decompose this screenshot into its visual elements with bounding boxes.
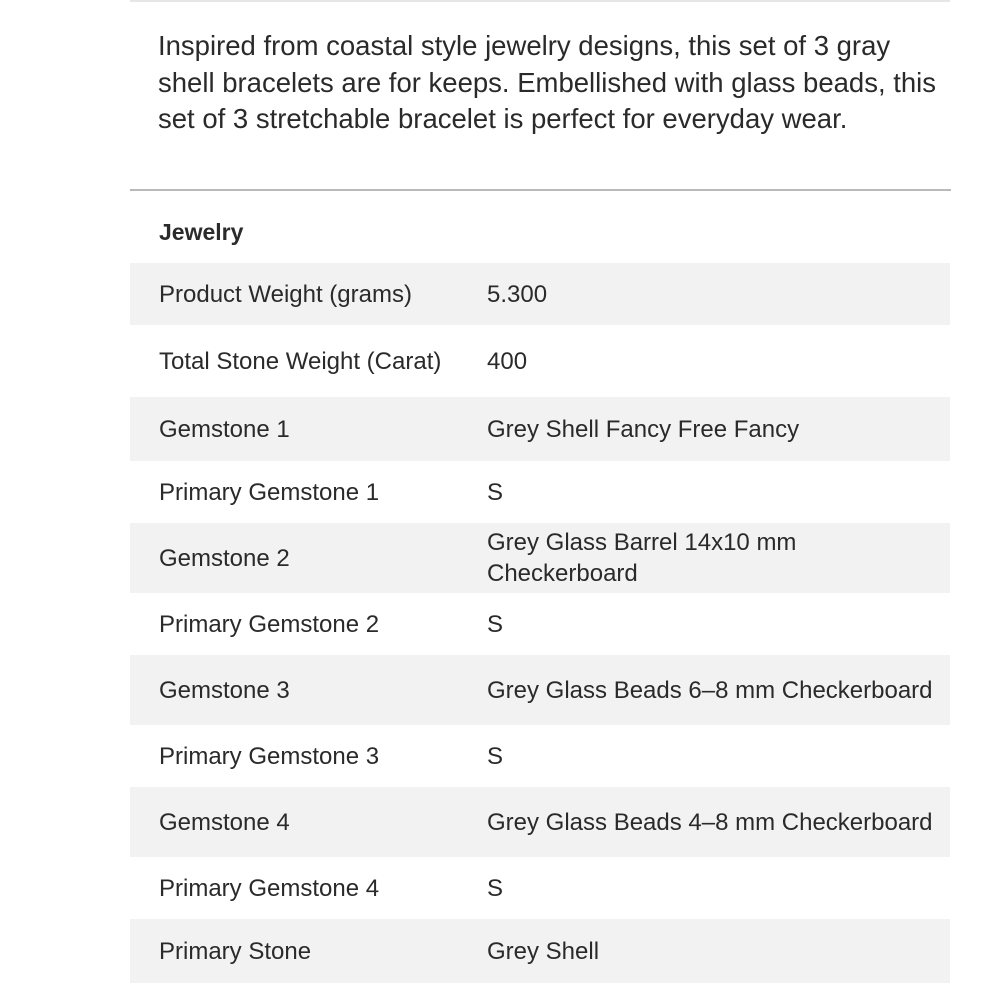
- spec-value: S: [487, 742, 504, 770]
- spec-value: S: [487, 874, 504, 902]
- spec-row-primary-gemstone-2: [130, 593, 950, 655]
- spec-label: Primary Gemstone 4: [159, 874, 380, 902]
- spec-row-primary-gemstone-1: [130, 461, 950, 523]
- section-title-jewelry: Jewelry: [159, 219, 244, 245]
- product-description: Inspired from coastal style jewelry designs, this set of 3 gray shell bracelets are for keeps. Embellished with glass beads, this set of 3 stretchable bracelet is perfect for everyday wear.: [158, 30, 937, 134]
- spec-value: S: [487, 610, 504, 638]
- spec-row-total-stone-weight: [130, 325, 950, 397]
- spec-row-gemstone-3: [130, 655, 950, 725]
- spec-value: 400: [487, 347, 528, 375]
- spec-label: Gemstone 4: [130, 787, 487, 857]
- spec-row-product-weight: [130, 263, 950, 325]
- spec-value: Grey Shell Fancy Free Fancy: [487, 397, 950, 461]
- spec-label: Total Stone Weight (Carat): [159, 347, 442, 375]
- spec-label: Primary Gemstone 2: [159, 610, 380, 638]
- spec-row-gemstone-2: [130, 523, 950, 593]
- spec-label: Primary Gemstone 1: [159, 478, 380, 506]
- spec-table: [130, 263, 950, 983]
- top-divider: [130, 0, 950, 2]
- section-divider: [130, 189, 951, 191]
- spec-value: Grey Glass Barrel 14x10 mm Checkerboard: [487, 523, 950, 593]
- spec-row-primary-gemstone-3: [130, 725, 950, 787]
- spec-value: 5.300: [487, 263, 950, 325]
- spec-value: Grey Glass Beads 4–8 mm Checkerboard: [487, 787, 950, 857]
- spec-label: Gemstone 1: [130, 397, 487, 461]
- spec-row-gemstone-1: [130, 397, 950, 461]
- spec-row-gemstone-4: [130, 787, 950, 857]
- spec-label: Product Weight (grams): [130, 263, 487, 325]
- spec-value: Grey Shell: [487, 919, 950, 983]
- spec-value: S: [487, 478, 504, 506]
- spec-row-primary-stone: [130, 919, 950, 983]
- spec-value: Grey Glass Beads 6–8 mm Checkerboard: [487, 655, 950, 725]
- spec-label: Gemstone 3: [130, 655, 487, 725]
- spec-label: Primary Stone: [130, 919, 487, 983]
- spec-row-primary-gemstone-4: [130, 857, 950, 919]
- spec-label: Gemstone 2: [130, 523, 487, 593]
- spec-label: Primary Gemstone 3: [159, 742, 380, 770]
